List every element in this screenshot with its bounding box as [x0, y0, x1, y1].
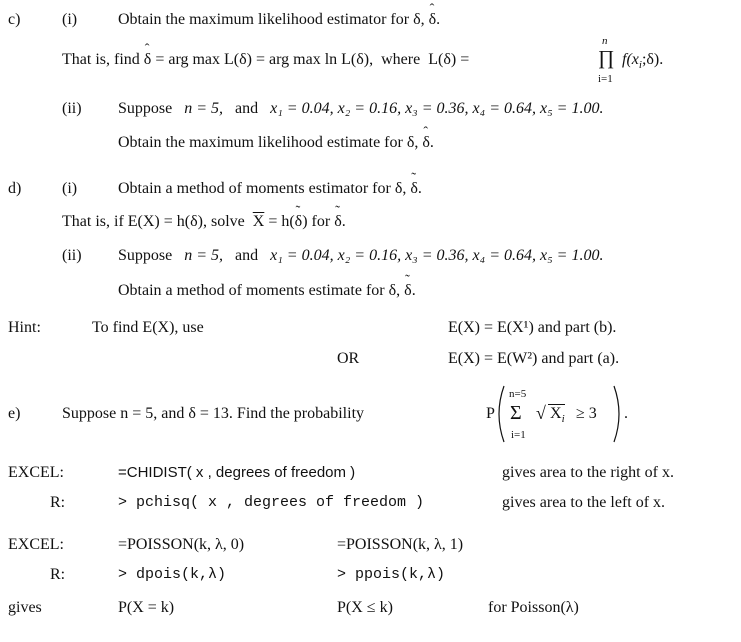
- radicand: $X_i$: [550, 405, 565, 426]
- part-d-ii-data: Suppose n = 5, and x₁ = 0.04, x₂ = 0.16, x₃ = 0.36, x₄ = 0.64, x₅ = 1.00.: [118, 247, 604, 264]
- r-label-1: R:: [50, 494, 66, 511]
- product-lower-limit: i=1: [598, 73, 613, 85]
- part-e-text: Suppose n = 5, and δ = 13. Find the probability: [62, 405, 365, 422]
- poisson-cumulative-excel: =POISSON(k, λ, 1): [337, 536, 464, 553]
- part-c-label: c): [8, 11, 21, 28]
- sum-symbol: Σ: [510, 402, 522, 424]
- pchisq-function: > pchisq( x , degrees of freedom ): [118, 494, 425, 511]
- product-upper-limit: n: [602, 35, 608, 47]
- poisson-density-excel: =POISSON(k, λ, 0): [118, 536, 245, 553]
- part-c-ii-instruction: Obtain the maximum likelihood estimate for δ, ˆ δ.: [118, 135, 434, 151]
- part-d-i-number: (i): [62, 180, 78, 197]
- poisson-cdf: P(X ≤ k): [337, 599, 393, 616]
- part-d-that-is: That is, if E(X) = h(δ), solve $\overline{X}$ = h(˜ δ) for ˜ δ.: [62, 214, 346, 230]
- poisson-pmf: P(X = k): [118, 599, 175, 616]
- part-d-i-text: Obtain a method of moments estimator for δ, ˜ δ.: [118, 181, 422, 197]
- sum-upper-limit: n=5: [509, 388, 527, 400]
- hint-or: OR: [337, 350, 360, 367]
- part-c-i-number: (i): [62, 11, 78, 28]
- hint-equation-1: E(X) = E(X¹) and part (b).: [448, 319, 617, 336]
- excel-label-2: EXCEL:: [8, 536, 64, 553]
- product-symbol: ∏: [598, 47, 615, 69]
- part-c-i-text: Obtain the maximum likelihood estimator for δ, ˆ δ.: [118, 12, 440, 28]
- density-term: $f(x_i;\delta)$.: [622, 51, 664, 72]
- hint-text: To find E(X), use: [92, 319, 204, 336]
- pchisq-note: gives area to the left of x.: [502, 494, 666, 511]
- radical-sign: √: [536, 403, 546, 423]
- gives-label: gives: [8, 599, 42, 616]
- part-c-ii-number: (ii): [62, 100, 82, 117]
- chidist-note: gives area to the right of x.: [502, 464, 674, 481]
- part-d-label: d): [8, 180, 22, 197]
- part-c-that-is: That is, find ˆ δ = arg max L(δ) = arg max ln L(δ), where L(δ) =: [62, 52, 469, 68]
- part-d-ii-instruction: Obtain a method of moments estimate for δ, ˜ δ.: [118, 283, 416, 299]
- poisson-note: for Poisson(λ): [488, 599, 579, 616]
- part-d-ii-number: (ii): [62, 247, 82, 264]
- r-label-2: R:: [50, 566, 66, 583]
- ppois-function: > ppois(k,λ): [337, 566, 446, 583]
- probability-p: P: [486, 405, 495, 422]
- part-e-label: e): [8, 405, 21, 422]
- part-e-period: .: [624, 405, 628, 422]
- dpois-function: > dpois(k,λ): [118, 566, 227, 583]
- hint-equation-2: E(X) = E(W²) and part (a).: [448, 350, 620, 367]
- sum-lower-limit: i=1: [511, 429, 526, 441]
- hint-label: Hint:: [8, 319, 41, 336]
- part-c-ii-data: Suppose n = 5, and x₁ = 0.04, x₂ = 0.16, x₃ = 0.36, x₄ = 0.64, x₅ = 1.00.: [118, 100, 604, 117]
- inequality: ≥ 3: [576, 405, 597, 422]
- excel-label-1: EXCEL:: [8, 464, 64, 481]
- chidist-function: =CHIDIST( x , degrees of freedom ): [118, 464, 356, 481]
